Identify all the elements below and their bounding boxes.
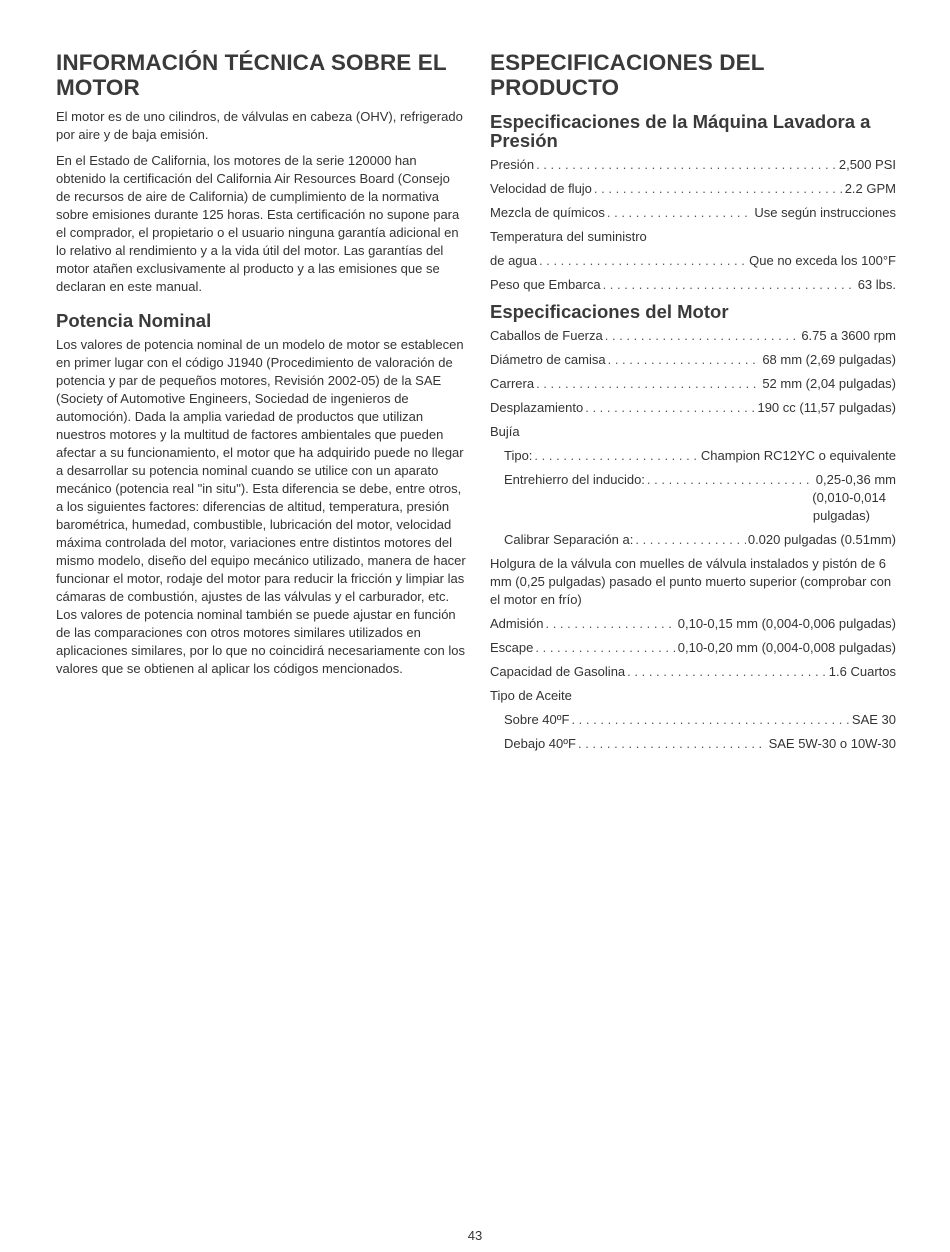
spec-displacement: Desplazamiento . . . 190 cc (11,57 pulgadas)	[490, 399, 896, 417]
spec-armature-air-gap-unit: pulgadas)	[812, 508, 870, 523]
valve-clearance-note: Holgura de la válvula con muelles de válvula instalados y pistón de 6 mm (0,25 pulgadas) pasado el punto muerto superior (comprobar con el motor en frío)	[490, 556, 892, 607]
washer-specs-title: Especificaciones de la Máquina Lavadora a Presión	[490, 111, 871, 151]
engine-info-column	[56, 50, 466, 678]
spec-spark-plug-label: Bujía	[490, 424, 520, 439]
intro-paragraph-2: En el Estado de California, los motores de la serie 120000 han obtenido la certificación del California Air Resources Board (Consejo de recursos de aire de California) de cumplimiento de la normativa sobre emisiones durante 125 horas. Esta certificación no supone para el comprador, el propietario o el usuario ninguna garantía adicional en lo relativo al rendimiento y a la vida útil del motor. Las garantías del motor atañen exclusivamente al producto y a las emisiones que se declaran en este manual.	[56, 153, 460, 294]
rated-power-title: Potencia Nominal	[56, 310, 212, 331]
intro-paragraph-1: El motor es de uno cilindros, de válvulas en cabeza (OHV), refrigerado por aire y de baja emisión.	[56, 109, 463, 142]
product-specs-title: ESPECIFICACIONES DEL PRODUCTO	[490, 50, 765, 100]
product-specs-column	[490, 50, 896, 759]
rated-power-paragraph: Los valores de potencia nominal de un modelo de motor se establecen en primer lugar con el código J1940 (Procedimiento de valoración de potencia y par de pequeños motores, Revisión 2002-05) de la SAE (Society of Automotive Engineers, Sociedad de ingenieros de automoción). Dada la amplia variedad de productos que utilizan nuestros motores y la multitud de factores ambientales que pueden afectar a su funcionamiento, el motor que ha adquirido puede no llegar a desarrollar su potencia nominal cuando se utilice con un aparato mecánico (potencia real "in situ"). Esta diferencia se debe, entre otros, a los siguientes factores: diferencias de altitud, temperatura, presión barométrica, humedad, combustible, lubricación del motor, velocidad máxima controlada del motor, variaciones entre distintos motores del mismo modelo, diseño del equipo mecánico utilizado, manera de hacer funcionar el motor, rodaje del motor para reducir la fricción y limpiar las cámaras de combustión, ajustes de las válvulas y el carburador, etc. Los valores de potencia nominal también se puede ajustar en función de las comparaciones con otros motores similares utilizados en aplicaciones similares, por lo que no coincidirá necesariamente con los valores que se obtienen al aplicar los códigos mencionados.	[56, 337, 466, 676]
spec-water-temp-label: Temperatura del suministro	[490, 229, 647, 244]
spec-bore: Diámetro de camisa . . . 68 mm (2,69 pulgadas)	[490, 351, 896, 369]
spec-spark-plug-gap: Calibrar Separación a: . . . 0.020 pulgadas (0.51mm)	[490, 531, 896, 549]
spec-oil-below-40f: Debajo 40ºF . . . SAE 5W-30 o 10W-30	[490, 735, 896, 753]
spec-stroke: Carrera . . . 52 mm (2,04 pulgadas)	[490, 375, 896, 393]
spec-fuel-capacity: Capacidad de Gasolina . . . 1.6 Cuartos	[490, 663, 896, 681]
spec-armature-air-gap-inches: (0,010-0,014	[812, 490, 886, 505]
spec-horsepower: Caballos de Fuerza . . . 6.75 a 3600 rpm	[490, 327, 896, 345]
page-number: 43	[467, 1228, 483, 1243]
spec-oil-type-label: Tipo de Aceite	[490, 688, 572, 703]
spec-spark-plug-type: Tipo: . . . Champion RC12YC o equivalente	[490, 447, 896, 465]
spec-exhaust: Escape . . . 0,10-0,20 mm (0,004-0,008 pulgadas)	[490, 639, 896, 657]
engine-specs-title: Especificaciones del Motor	[490, 301, 729, 322]
engine-info-title: INFORMACIÓN TÉCNICA SOBRE EL MOTOR	[56, 50, 447, 100]
spec-pressure: Presión . . . 2,500 PSI	[490, 156, 896, 174]
spec-flow-rate: Velocidad de flujo . . . 2.2 GPM	[490, 180, 896, 198]
spec-intake: Admisión . . . 0,10-0,15 mm (0,004-0,006 pulgadas)	[490, 615, 896, 633]
spec-armature-air-gap: Entrehierro del inducido: . . . 0,25-0,36 mm	[490, 471, 896, 489]
spec-shipping-weight: Peso que Embarca . . . 63 lbs.	[490, 276, 896, 294]
spec-chemical-mix: Mezcla de químicos . . . Use según instrucciones	[490, 204, 896, 222]
spec-water-temp: de agua . . . Que no exceda los 100°F	[490, 252, 896, 270]
spec-oil-above-40f: Sobre 40ºF . . . SAE 30	[490, 711, 896, 729]
